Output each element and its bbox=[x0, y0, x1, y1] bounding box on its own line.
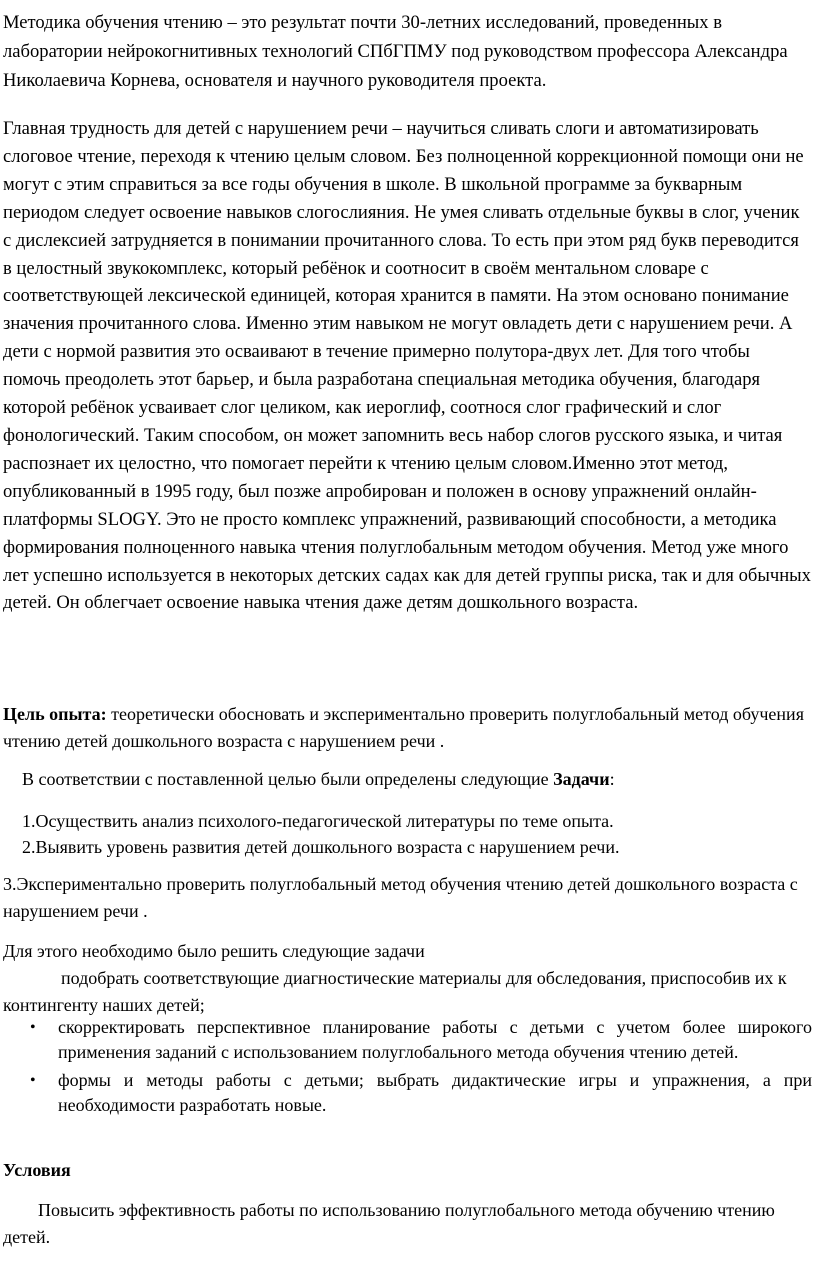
subtask-bullet-text-1: скорректировать перспективное планирование работы с детьми с учетом более широкого применения заданий с использованием полуглобального метода обучения чтению детей. bbox=[58, 1017, 812, 1062]
conditions-heading: Условия bbox=[3, 1160, 71, 1180]
subtasks-paragraph bbox=[3, 938, 811, 1019]
goal-label: Цель опыта: bbox=[3, 704, 107, 724]
intro-paragraph: Методика обучения чтению – это результат почти 30-летних исследований, проведенных в лаборатории нейрокогнитивных технологий СПбГПМУ под руководством профессора Александра Николаевича Корнева, основателя и научного руководителя проекта. bbox=[3, 12, 788, 91]
subtask-bullet-text-2: формы и методы работы с детьми; выбрать дидактические игры и упражнения, а при необходимости разработать новые. bbox=[58, 1070, 812, 1115]
tasks-intro-paragraph bbox=[22, 766, 812, 793]
subtask-bullet-item-1 bbox=[0, 1015, 816, 1065]
subtasks-first: подобрать соответствующие диагностические материалы для обследования, приспособив их к контингенту наших детей; bbox=[3, 968, 787, 1015]
conditions-paragraph bbox=[3, 1197, 811, 1251]
bullet-icon: • bbox=[30, 1072, 36, 1089]
goal-text: теоретически обосновать и экспериментально проверить полуглобальный метод обучения чтению детей дошкольного возраста с нарушением речи . bbox=[3, 704, 804, 751]
task-item-3: 3.Экспериментально проверить полуглобальный метод обучения чтению детей дошкольного возраста с нарушением речи . bbox=[3, 874, 798, 921]
tasks-intro-text: В соответствии с поставленной целью были определены следующие bbox=[22, 769, 554, 789]
tasks-list bbox=[22, 808, 812, 860]
goal-paragraph bbox=[3, 701, 811, 755]
subtasks-lead: Для этого необходимо было решить следующие задачи bbox=[3, 941, 425, 961]
tasks-intro-bold: Задачи bbox=[553, 769, 610, 789]
conditions-text: Повысить эффективность работы по использованию полуглобального метода обучению чтению детей. bbox=[3, 1200, 775, 1247]
bullet-icon: • bbox=[30, 1019, 36, 1036]
main-difficulty-paragraph: Главная трудность для детей с нарушением речи – научиться сливать слоги и автоматизировать слоговое чтение, переходя к чтению целым словом. Без полноценной коррекционной помощи они не могут с этим справиться за все годы обучения в школе. В школьной программе за букварным периодом следует освоение навыков слогослияния. Не умея сливать отдельные буквы в слог, ученик с дислексией затрудняется в понимании прочитанного слова. То есть при этом ряд букв переводится в целостный звукокомплекс, который ребёнок и соотносит в своём ментальном словаре с соответствующей лексической единицей, которая хранится в памяти. На этом основано понимание значения прочитанного слова. Именно этим навыком не могут овладеть дети с нарушением речи. А дети с нормой развития это осваивают в течение примерно полутора-двух лет. Для того чтобы помочь преодолеть этот барьер, и была разработана специальная методика обучения, благодаря которой ребёнок усваивает слог целиком, как иероглиф, соотнося слог графический и слог фонологический. Таким способом, он может запомнить весь набор слогов русского языка, и читая распознает их целостно, что помогает перейти к чтению целым словом.Именно этот метод, опубликованный в 1995 году, был позже апробирован и положен в основу упражнений онлайн-платформы SLOGY. Это не просто комплекс упражнений, развивающий способности, а методика формирования полноценного навыка чтения полуглобальным методом обучения. Метод уже много лет успешно используется в некоторых детских садах как для детей группы риска, так и для обычных детей. Он облегчает освоение навыка чтения даже детям дошкольного возраста. bbox=[3, 118, 811, 614]
task-item-1: 1.Осуществить анализ психолого-педагогической литературы по теме опыта. bbox=[22, 811, 614, 831]
subtasks-bullet-list bbox=[0, 1015, 816, 1118]
task-item-2: 2.Выявить уровень развития детей дошкольного возраста с нарушением речи. bbox=[22, 837, 620, 857]
subtask-bullet-item-2 bbox=[0, 1068, 816, 1118]
tasks-intro-colon: : bbox=[609, 769, 615, 789]
